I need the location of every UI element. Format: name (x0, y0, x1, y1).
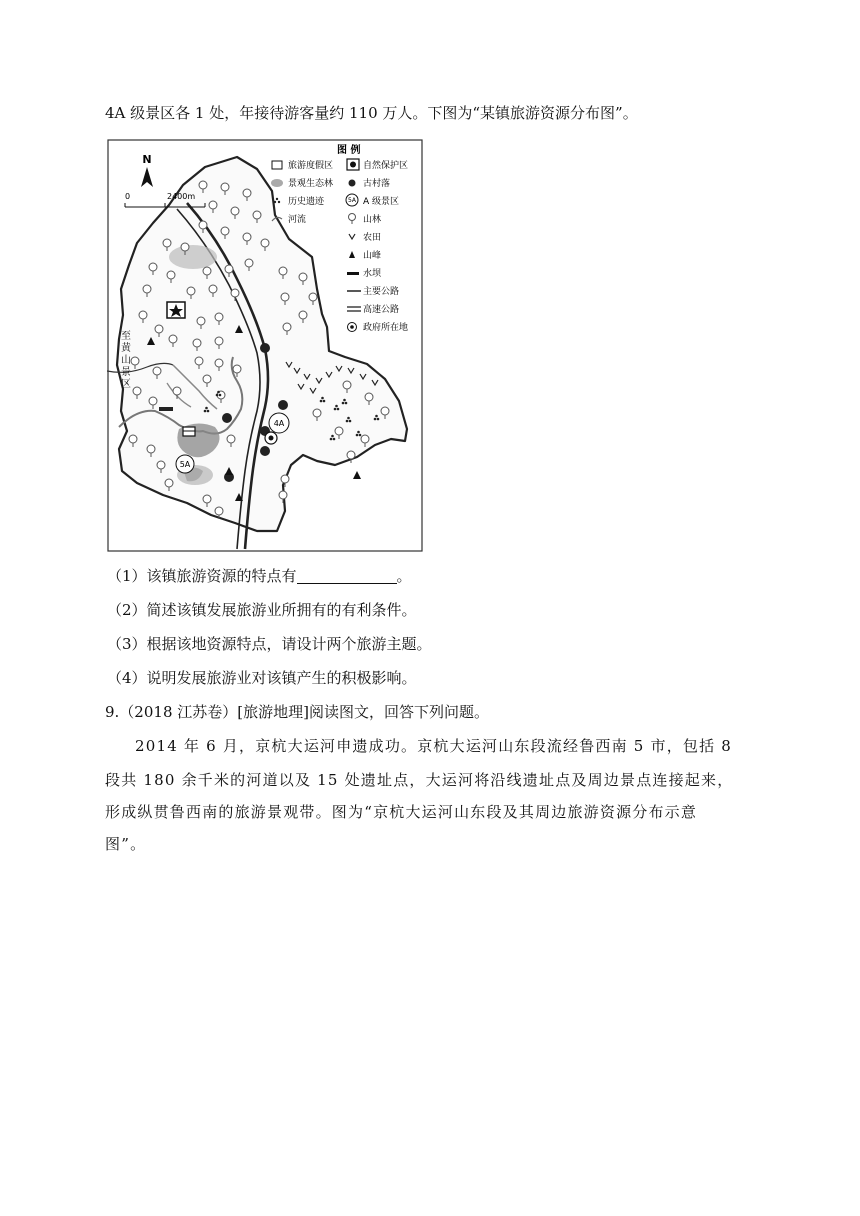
legend-label: 景观生态林 (288, 179, 334, 189)
legend-government-icon (348, 321, 409, 333)
question-3: （3）根据该地资源特点，请设计两个旅游主题。 (107, 635, 432, 653)
legend-mountain-forest-icon (349, 213, 382, 225)
legend-label: 河流 (288, 215, 307, 225)
question-1-text: （1）该镇旅游资源的特点有 (107, 567, 297, 585)
question-1-end: 。 (396, 567, 412, 585)
a-level-scenic-5a (176, 455, 194, 473)
paragraph-line-3: 形成纵贯鲁西南的旅游景观带。图为“京杭大运河山东段及其周边旅游资源分布示意 (105, 803, 698, 821)
paragraph-line-4: 图”。 (105, 835, 147, 853)
dam-mark (159, 407, 173, 411)
legend-resort-icon (272, 159, 333, 171)
svg-text:5A: 5A (348, 197, 356, 204)
to-huangshan-label (121, 330, 132, 390)
legend-label: 山林 (363, 215, 382, 225)
legend-label: A 级景区 (363, 197, 400, 207)
svg-text:0: 0 (125, 192, 131, 201)
legend-label: 政府所在地 (363, 323, 409, 333)
legend-label: 水坝 (363, 269, 382, 279)
legend-label: 古村落 (363, 179, 391, 189)
legend-nature-reserve-icon (347, 159, 408, 171)
government-icon (265, 432, 277, 444)
intro-line: 4A 级景区各 1 处，年接待游客量约 110 万人。下图为“某镇旅游资源分布图”。 (105, 104, 638, 122)
legend-historic-site-icon (274, 195, 325, 207)
answer-blank[interactable] (297, 567, 397, 584)
legend-label: 自然保护区 (363, 161, 409, 171)
legend-label: 高速公路 (363, 305, 400, 315)
legend-label: 历史遗迹 (288, 197, 325, 207)
svg-text:图 例: 图 例 (337, 145, 361, 156)
legend-eco-forest-icon (271, 177, 333, 189)
legend-a-level-scenic-icon (346, 194, 399, 207)
svg-text:N: N (142, 153, 152, 166)
question-2: （2）简述该镇发展旅游业所拥有的有利条件。 (107, 601, 417, 619)
nature-reserve-icon (167, 302, 185, 318)
legend-ancient-village-icon (349, 177, 391, 189)
resort-icon (183, 427, 195, 436)
legend-label: 主要公路 (363, 287, 400, 297)
eco-forest-area (169, 245, 217, 269)
legend-label: 旅游度假区 (288, 161, 334, 171)
a-level-scenic-4a (269, 413, 289, 433)
legend-label: 山峰 (363, 251, 382, 261)
svg-text:5A: 5A (179, 460, 191, 469)
svg-text:至黄山景区: 至黄山景区 (121, 331, 131, 390)
legend-main-road-icon (347, 285, 399, 297)
paragraph-line-1: 2014 年 6 月，京杭大运河申遗成功。京杭大运河山东段流经鲁西南 5 市，包括 8 (135, 737, 733, 755)
question-4: （4）说明发展旅游业对该镇产生的积极影响。 (107, 669, 417, 687)
legend-farmland-icon (349, 231, 381, 243)
question-1 (107, 566, 412, 586)
tourism-map (107, 139, 423, 552)
legend-peak-icon (349, 249, 381, 261)
north-arrow (141, 153, 153, 187)
svg-text:4A: 4A (273, 419, 285, 428)
legend-label: 农田 (363, 233, 382, 243)
legend-dam-icon (347, 267, 382, 279)
paragraph-line-2: 段共 180 余千米的河道以及 15 处遗址点，大运河将沿线遗址点及周边景点连接起来， (105, 771, 734, 789)
question-9-header: 9.（2018 江苏卷）[旅游地理]阅读图文，回答下列问题。 (105, 703, 489, 721)
legend-expressway-icon (347, 303, 399, 315)
svg-text:2400m: 2400m (167, 192, 196, 201)
